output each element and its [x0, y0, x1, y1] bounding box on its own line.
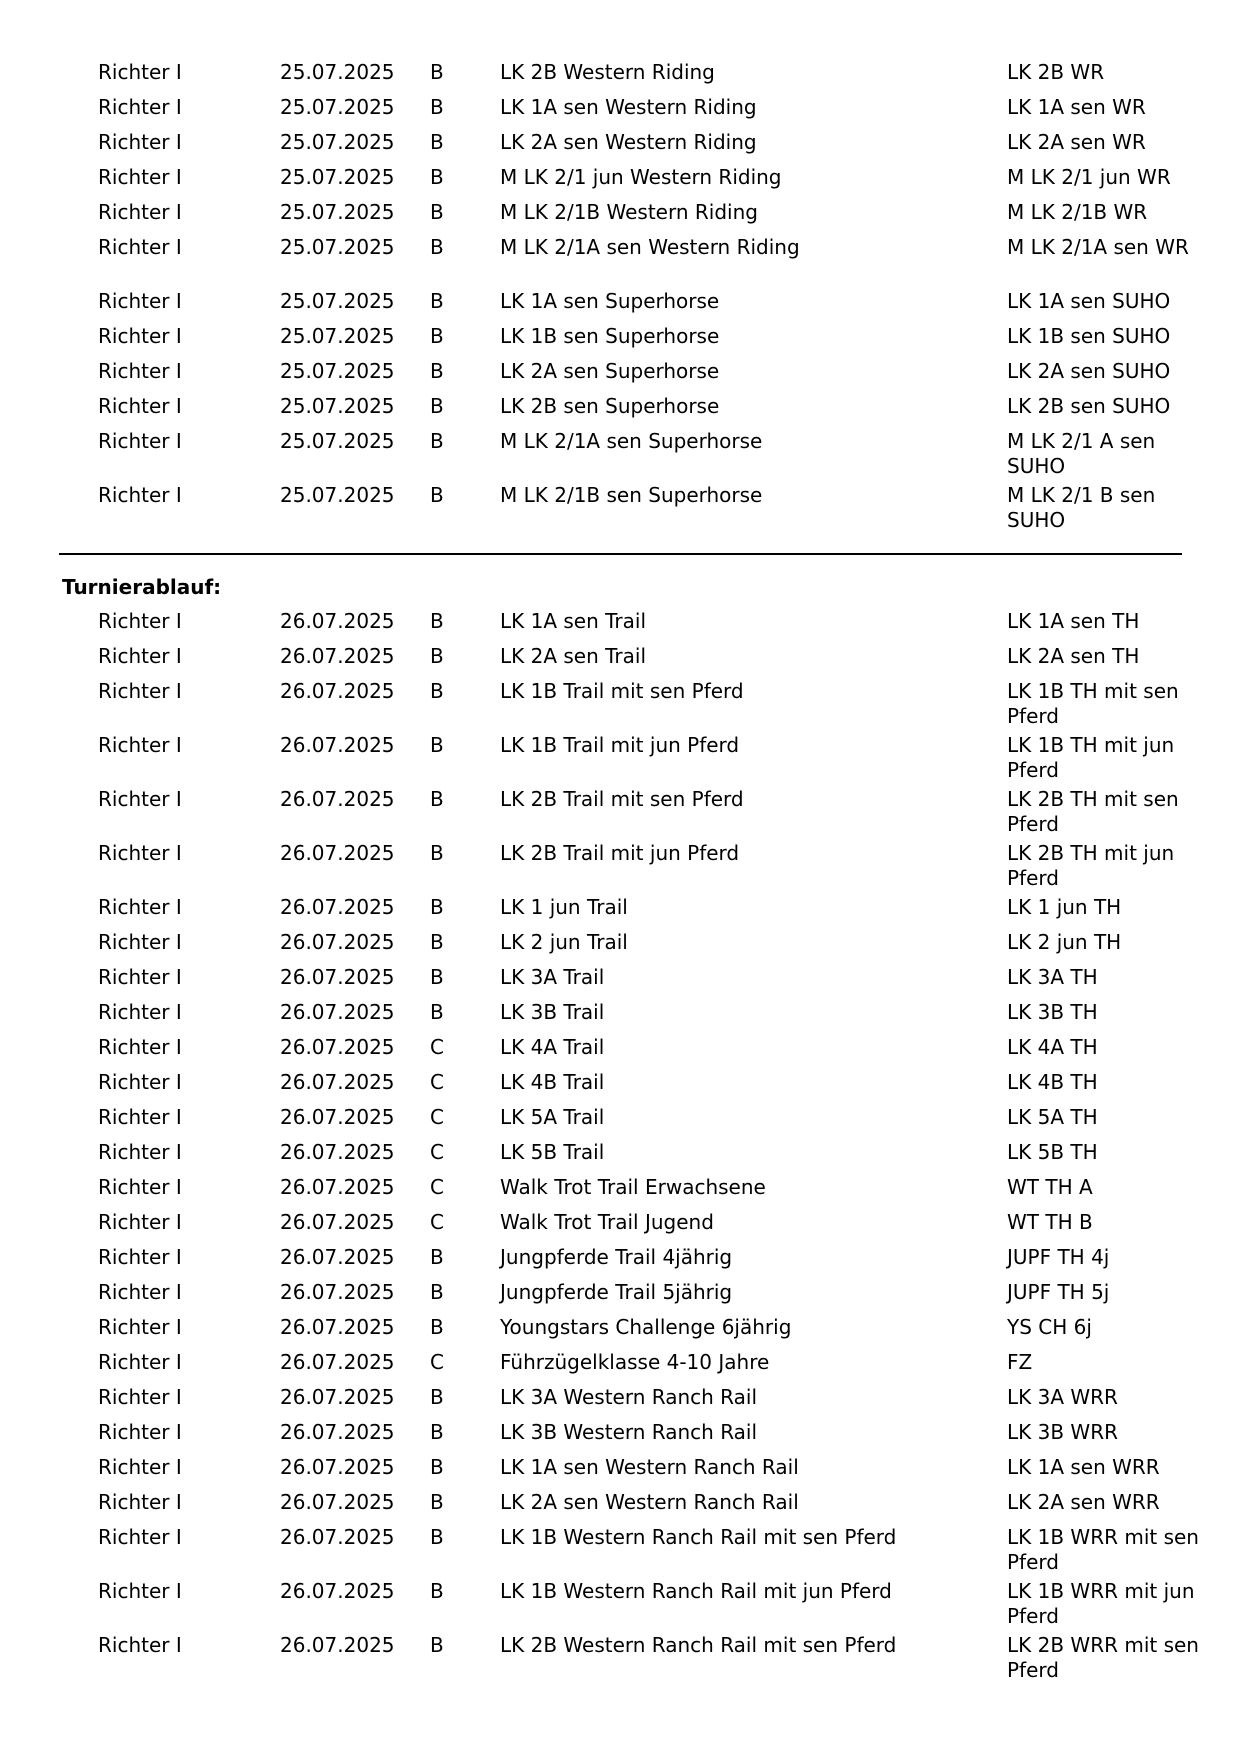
- abbreviation-cell: YS CH 6j: [1007, 1315, 1092, 1339]
- table-row: [0, 1140, 1239, 1175]
- date-cell: 25.07.2025: [280, 130, 395, 154]
- class-name-cell: Jungpferde Trail 5jährig: [500, 1280, 733, 1304]
- level-cell: B: [430, 895, 444, 919]
- class-name-cell: M LK 2/1A sen Western Riding: [500, 235, 800, 259]
- judge-cell: Richter I: [98, 1490, 182, 1514]
- date-cell: 26.07.2025: [280, 1633, 395, 1657]
- date-cell: 26.07.2025: [280, 930, 395, 954]
- table-row: [0, 429, 1239, 483]
- abbreviation-cell: WT TH B: [1007, 1210, 1093, 1234]
- judge-cell: Richter I: [98, 130, 182, 154]
- table-row: [0, 394, 1239, 429]
- judge-cell: Richter I: [98, 483, 182, 507]
- abbreviation-cell: LK 2B WRR mit sen Pferd: [1007, 1633, 1199, 1682]
- date-cell: 26.07.2025: [280, 1105, 395, 1129]
- judge-cell: Richter I: [98, 1035, 182, 1059]
- level-cell: C: [430, 1175, 444, 1199]
- level-cell: B: [430, 1579, 444, 1603]
- section-heading: Turnierablauf:: [62, 575, 222, 599]
- table-row: [0, 324, 1239, 359]
- table-row: [0, 1070, 1239, 1105]
- date-cell: 26.07.2025: [280, 609, 395, 633]
- abbreviation-cell: JUPF TH 5j: [1007, 1280, 1110, 1304]
- judge-cell: Richter I: [98, 1633, 182, 1657]
- schedule-table-day2: [0, 609, 1239, 1687]
- date-cell: 25.07.2025: [280, 289, 395, 313]
- level-cell: C: [430, 1350, 444, 1374]
- class-name-cell: Walk Trot Trail Erwachsene: [500, 1175, 766, 1199]
- level-cell: B: [430, 394, 444, 418]
- class-name-cell: Youngstars Challenge 6jährig: [500, 1315, 792, 1339]
- judge-cell: Richter I: [98, 895, 182, 919]
- level-cell: B: [430, 1315, 444, 1339]
- table-row: [0, 200, 1239, 235]
- level-cell: C: [430, 1035, 444, 1059]
- table-row: [0, 235, 1239, 289]
- table-row: [0, 1525, 1239, 1579]
- table-row: [0, 289, 1239, 324]
- class-name-cell: LK 2B Western Ranch Rail mit sen Pferd: [500, 1633, 897, 1657]
- table-row: [0, 679, 1239, 733]
- abbreviation-cell: LK 1A sen WRR: [1007, 1455, 1160, 1479]
- date-cell: 26.07.2025: [280, 733, 395, 757]
- judge-cell: Richter I: [98, 1210, 182, 1234]
- table-row: [0, 965, 1239, 1000]
- level-cell: B: [430, 1525, 444, 1549]
- judge-cell: Richter I: [98, 1455, 182, 1479]
- section-divider: [59, 553, 1182, 555]
- judge-cell: Richter I: [98, 359, 182, 383]
- date-cell: 26.07.2025: [280, 1245, 395, 1269]
- level-cell: B: [430, 324, 444, 348]
- level-cell: B: [430, 1385, 444, 1409]
- table-row: [0, 895, 1239, 930]
- abbreviation-cell: LK 5A TH: [1007, 1105, 1098, 1129]
- table-row: [0, 609, 1239, 644]
- class-name-cell: LK 3B Western Ranch Rail: [500, 1420, 758, 1444]
- judge-cell: Richter I: [98, 733, 182, 757]
- level-cell: B: [430, 483, 444, 507]
- class-name-cell: LK 1A sen Western Riding: [500, 95, 757, 119]
- level-cell: B: [430, 644, 444, 668]
- level-cell: B: [430, 733, 444, 757]
- date-cell: 25.07.2025: [280, 200, 395, 224]
- abbreviation-cell: LK 5B TH: [1007, 1140, 1098, 1164]
- judge-cell: Richter I: [98, 679, 182, 703]
- level-cell: B: [430, 95, 444, 119]
- class-name-cell: LK 5A Trail: [500, 1105, 605, 1129]
- class-name-cell: LK 2B sen Superhorse: [500, 394, 720, 418]
- table-row: [0, 787, 1239, 841]
- level-cell: B: [430, 679, 444, 703]
- judge-cell: Richter I: [98, 609, 182, 633]
- table-row: [0, 1105, 1239, 1140]
- abbreviation-cell: LK 1B TH mit sen Pferd: [1007, 679, 1179, 728]
- level-cell: C: [430, 1210, 444, 1234]
- table-row: [0, 1350, 1239, 1385]
- abbreviation-cell: WT TH A: [1007, 1175, 1093, 1199]
- judge-cell: Richter I: [98, 1000, 182, 1024]
- class-name-cell: LK 2B Trail mit jun Pferd: [500, 841, 740, 865]
- judge-cell: Richter I: [98, 1175, 182, 1199]
- judge-cell: Richter I: [98, 787, 182, 811]
- level-cell: B: [430, 165, 444, 189]
- judge-cell: Richter I: [98, 1525, 182, 1549]
- class-name-cell: LK 2A sen Superhorse: [500, 359, 720, 383]
- date-cell: 25.07.2025: [280, 394, 395, 418]
- table-row: [0, 1579, 1239, 1633]
- abbreviation-cell: LK 4A TH: [1007, 1035, 1098, 1059]
- table-row: [0, 1385, 1239, 1420]
- date-cell: 25.07.2025: [280, 60, 395, 84]
- abbreviation-cell: LK 2A sen TH: [1007, 644, 1140, 668]
- table-row: [0, 130, 1239, 165]
- abbreviation-cell: LK 1B WRR mit sen Pferd: [1007, 1525, 1199, 1574]
- level-cell: B: [430, 289, 444, 313]
- date-cell: 25.07.2025: [280, 235, 395, 259]
- class-name-cell: LK 4B Trail: [500, 1070, 605, 1094]
- date-cell: 26.07.2025: [280, 895, 395, 919]
- table-row: [0, 733, 1239, 787]
- date-cell: 26.07.2025: [280, 1420, 395, 1444]
- level-cell: B: [430, 60, 444, 84]
- level-cell: B: [430, 930, 444, 954]
- date-cell: 25.07.2025: [280, 95, 395, 119]
- level-cell: B: [430, 200, 444, 224]
- date-cell: 26.07.2025: [280, 1490, 395, 1514]
- class-name-cell: LK 5B Trail: [500, 1140, 605, 1164]
- abbreviation-cell: LK 2 jun TH: [1007, 930, 1122, 954]
- class-name-cell: LK 1B Western Ranch Rail mit jun Pferd: [500, 1579, 892, 1603]
- table-row: [0, 60, 1239, 95]
- date-cell: 26.07.2025: [280, 1385, 395, 1409]
- level-cell: B: [430, 609, 444, 633]
- class-name-cell: LK 1B Trail mit jun Pferd: [500, 733, 740, 757]
- date-cell: 25.07.2025: [280, 483, 395, 507]
- table-row: [0, 95, 1239, 130]
- abbreviation-cell: LK 3B WRR: [1007, 1420, 1118, 1444]
- level-cell: B: [430, 130, 444, 154]
- table-row: [0, 1210, 1239, 1245]
- judge-cell: Richter I: [98, 644, 182, 668]
- date-cell: 26.07.2025: [280, 1315, 395, 1339]
- class-name-cell: LK 1 jun Trail: [500, 895, 628, 919]
- table-row: [0, 930, 1239, 965]
- level-cell: B: [430, 1633, 444, 1657]
- table-row: [0, 1420, 1239, 1455]
- table-row: [0, 165, 1239, 200]
- date-cell: 26.07.2025: [280, 644, 395, 668]
- judge-cell: Richter I: [98, 200, 182, 224]
- level-cell: B: [430, 235, 444, 259]
- class-name-cell: LK 1B Western Ranch Rail mit sen Pferd: [500, 1525, 897, 1549]
- abbreviation-cell: M LK 2/1 A sen SUHO: [1007, 429, 1156, 478]
- judge-cell: Richter I: [98, 1579, 182, 1603]
- date-cell: 26.07.2025: [280, 1525, 395, 1549]
- class-name-cell: LK 3A Trail: [500, 965, 605, 989]
- abbreviation-cell: LK 2A sen WRR: [1007, 1490, 1160, 1514]
- abbreviation-cell: LK 2A sen SUHO: [1007, 359, 1171, 383]
- level-cell: B: [430, 965, 444, 989]
- table-row: [0, 841, 1239, 895]
- abbreviation-cell: LK 4B TH: [1007, 1070, 1098, 1094]
- class-name-cell: LK 3B Trail: [500, 1000, 605, 1024]
- class-name-cell: LK 3A Western Ranch Rail: [500, 1385, 758, 1409]
- judge-cell: Richter I: [98, 1105, 182, 1129]
- judge-cell: Richter I: [98, 60, 182, 84]
- date-cell: 25.07.2025: [280, 429, 395, 453]
- judge-cell: Richter I: [98, 1280, 182, 1304]
- table-row: [0, 1035, 1239, 1070]
- table-row: [0, 1175, 1239, 1210]
- abbreviation-cell: LK 3B TH: [1007, 1000, 1098, 1024]
- abbreviation-cell: LK 1B TH mit jun Pferd: [1007, 733, 1175, 782]
- judge-cell: Richter I: [98, 1385, 182, 1409]
- class-name-cell: LK 2B Western Riding: [500, 60, 715, 84]
- date-cell: 26.07.2025: [280, 1350, 395, 1374]
- abbreviation-cell: M LK 2/1 jun WR: [1007, 165, 1171, 189]
- judge-cell: Richter I: [98, 930, 182, 954]
- judge-cell: Richter I: [98, 1420, 182, 1444]
- table-row: [0, 1245, 1239, 1280]
- class-name-cell: LK 1A sen Superhorse: [500, 289, 720, 313]
- date-cell: 26.07.2025: [280, 1175, 395, 1199]
- date-cell: 26.07.2025: [280, 965, 395, 989]
- date-cell: 26.07.2025: [280, 1035, 395, 1059]
- abbreviation-cell: LK 1A sen WR: [1007, 95, 1146, 119]
- judge-cell: Richter I: [98, 165, 182, 189]
- date-cell: 26.07.2025: [280, 679, 395, 703]
- level-cell: C: [430, 1140, 444, 1164]
- table-row: [0, 1490, 1239, 1525]
- class-name-cell: LK 4A Trail: [500, 1035, 605, 1059]
- table-row: [0, 483, 1239, 537]
- class-name-cell: LK 2A sen Western Riding: [500, 130, 757, 154]
- abbreviation-cell: LK 1B WRR mit jun Pferd: [1007, 1579, 1195, 1628]
- date-cell: 26.07.2025: [280, 787, 395, 811]
- judge-cell: Richter I: [98, 841, 182, 865]
- level-cell: B: [430, 1000, 444, 1024]
- judge-cell: Richter I: [98, 289, 182, 313]
- class-name-cell: LK 2B Trail mit sen Pferd: [500, 787, 744, 811]
- level-cell: B: [430, 429, 444, 453]
- table-row: [0, 1633, 1239, 1687]
- judge-cell: Richter I: [98, 1350, 182, 1374]
- table-row: [0, 359, 1239, 394]
- abbreviation-cell: LK 2A sen WR: [1007, 130, 1146, 154]
- judge-cell: Richter I: [98, 1245, 182, 1269]
- date-cell: 26.07.2025: [280, 1280, 395, 1304]
- schedule-table-day1: [0, 60, 1239, 537]
- date-cell: 26.07.2025: [280, 1579, 395, 1603]
- date-cell: 26.07.2025: [280, 1210, 395, 1234]
- judge-cell: Richter I: [98, 95, 182, 119]
- level-cell: B: [430, 1420, 444, 1444]
- level-cell: B: [430, 1280, 444, 1304]
- judge-cell: Richter I: [98, 1070, 182, 1094]
- abbreviation-cell: JUPF TH 4j: [1007, 1245, 1110, 1269]
- level-cell: B: [430, 1490, 444, 1514]
- table-row: [0, 1315, 1239, 1350]
- class-name-cell: LK 2A sen Western Ranch Rail: [500, 1490, 799, 1514]
- level-cell: C: [430, 1105, 444, 1129]
- abbreviation-cell: LK 1A sen SUHO: [1007, 289, 1171, 313]
- class-name-cell: Walk Trot Trail Jugend: [500, 1210, 714, 1234]
- judge-cell: Richter I: [98, 1140, 182, 1164]
- abbreviation-cell: LK 3A WRR: [1007, 1385, 1118, 1409]
- class-name-cell: LK 1B sen Superhorse: [500, 324, 720, 348]
- class-name-cell: LK 2A sen Trail: [500, 644, 647, 668]
- judge-cell: Richter I: [98, 394, 182, 418]
- abbreviation-cell: LK 2B sen SUHO: [1007, 394, 1171, 418]
- level-cell: B: [430, 787, 444, 811]
- judge-cell: Richter I: [98, 324, 182, 348]
- class-name-cell: M LK 2/1 jun Western Riding: [500, 165, 782, 189]
- class-name-cell: Führzügelklasse 4-10 Jahre: [500, 1350, 770, 1374]
- level-cell: B: [430, 1245, 444, 1269]
- level-cell: B: [430, 841, 444, 865]
- abbreviation-cell: LK 3A TH: [1007, 965, 1098, 989]
- class-name-cell: M LK 2/1A sen Superhorse: [500, 429, 763, 453]
- class-name-cell: Jungpferde Trail 4jährig: [500, 1245, 733, 1269]
- table-row: [0, 644, 1239, 679]
- abbreviation-cell: FZ: [1007, 1350, 1033, 1374]
- abbreviation-cell: LK 1A sen TH: [1007, 609, 1140, 633]
- level-cell: B: [430, 359, 444, 383]
- level-cell: B: [430, 1455, 444, 1479]
- date-cell: 26.07.2025: [280, 1070, 395, 1094]
- level-cell: C: [430, 1070, 444, 1094]
- class-name-cell: M LK 2/1B sen Superhorse: [500, 483, 763, 507]
- abbreviation-cell: M LK 2/1A sen WR: [1007, 235, 1189, 259]
- date-cell: 26.07.2025: [280, 1455, 395, 1479]
- judge-cell: Richter I: [98, 1315, 182, 1339]
- abbreviation-cell: LK 2B TH mit sen Pferd: [1007, 787, 1179, 836]
- date-cell: 25.07.2025: [280, 324, 395, 348]
- abbreviation-cell: M LK 2/1 B sen SUHO: [1007, 483, 1156, 532]
- abbreviation-cell: LK 2B WR: [1007, 60, 1105, 84]
- abbreviation-cell: LK 1 jun TH: [1007, 895, 1122, 919]
- date-cell: 25.07.2025: [280, 165, 395, 189]
- abbreviation-cell: LK 1B sen SUHO: [1007, 324, 1171, 348]
- table-row: [0, 1455, 1239, 1490]
- date-cell: 25.07.2025: [280, 359, 395, 383]
- date-cell: 26.07.2025: [280, 1140, 395, 1164]
- class-name-cell: LK 1A sen Western Ranch Rail: [500, 1455, 799, 1479]
- judge-cell: Richter I: [98, 235, 182, 259]
- date-cell: 26.07.2025: [280, 841, 395, 865]
- table-row: [0, 1000, 1239, 1035]
- judge-cell: Richter I: [98, 965, 182, 989]
- date-cell: 26.07.2025: [280, 1000, 395, 1024]
- class-name-cell: M LK 2/1B Western Riding: [500, 200, 758, 224]
- judge-cell: Richter I: [98, 429, 182, 453]
- abbreviation-cell: M LK 2/1B WR: [1007, 200, 1148, 224]
- class-name-cell: LK 2 jun Trail: [500, 930, 628, 954]
- abbreviation-cell: LK 2B TH mit jun Pferd: [1007, 841, 1175, 890]
- table-row: [0, 1280, 1239, 1315]
- class-name-cell: LK 1B Trail mit sen Pferd: [500, 679, 744, 703]
- class-name-cell: LK 1A sen Trail: [500, 609, 647, 633]
